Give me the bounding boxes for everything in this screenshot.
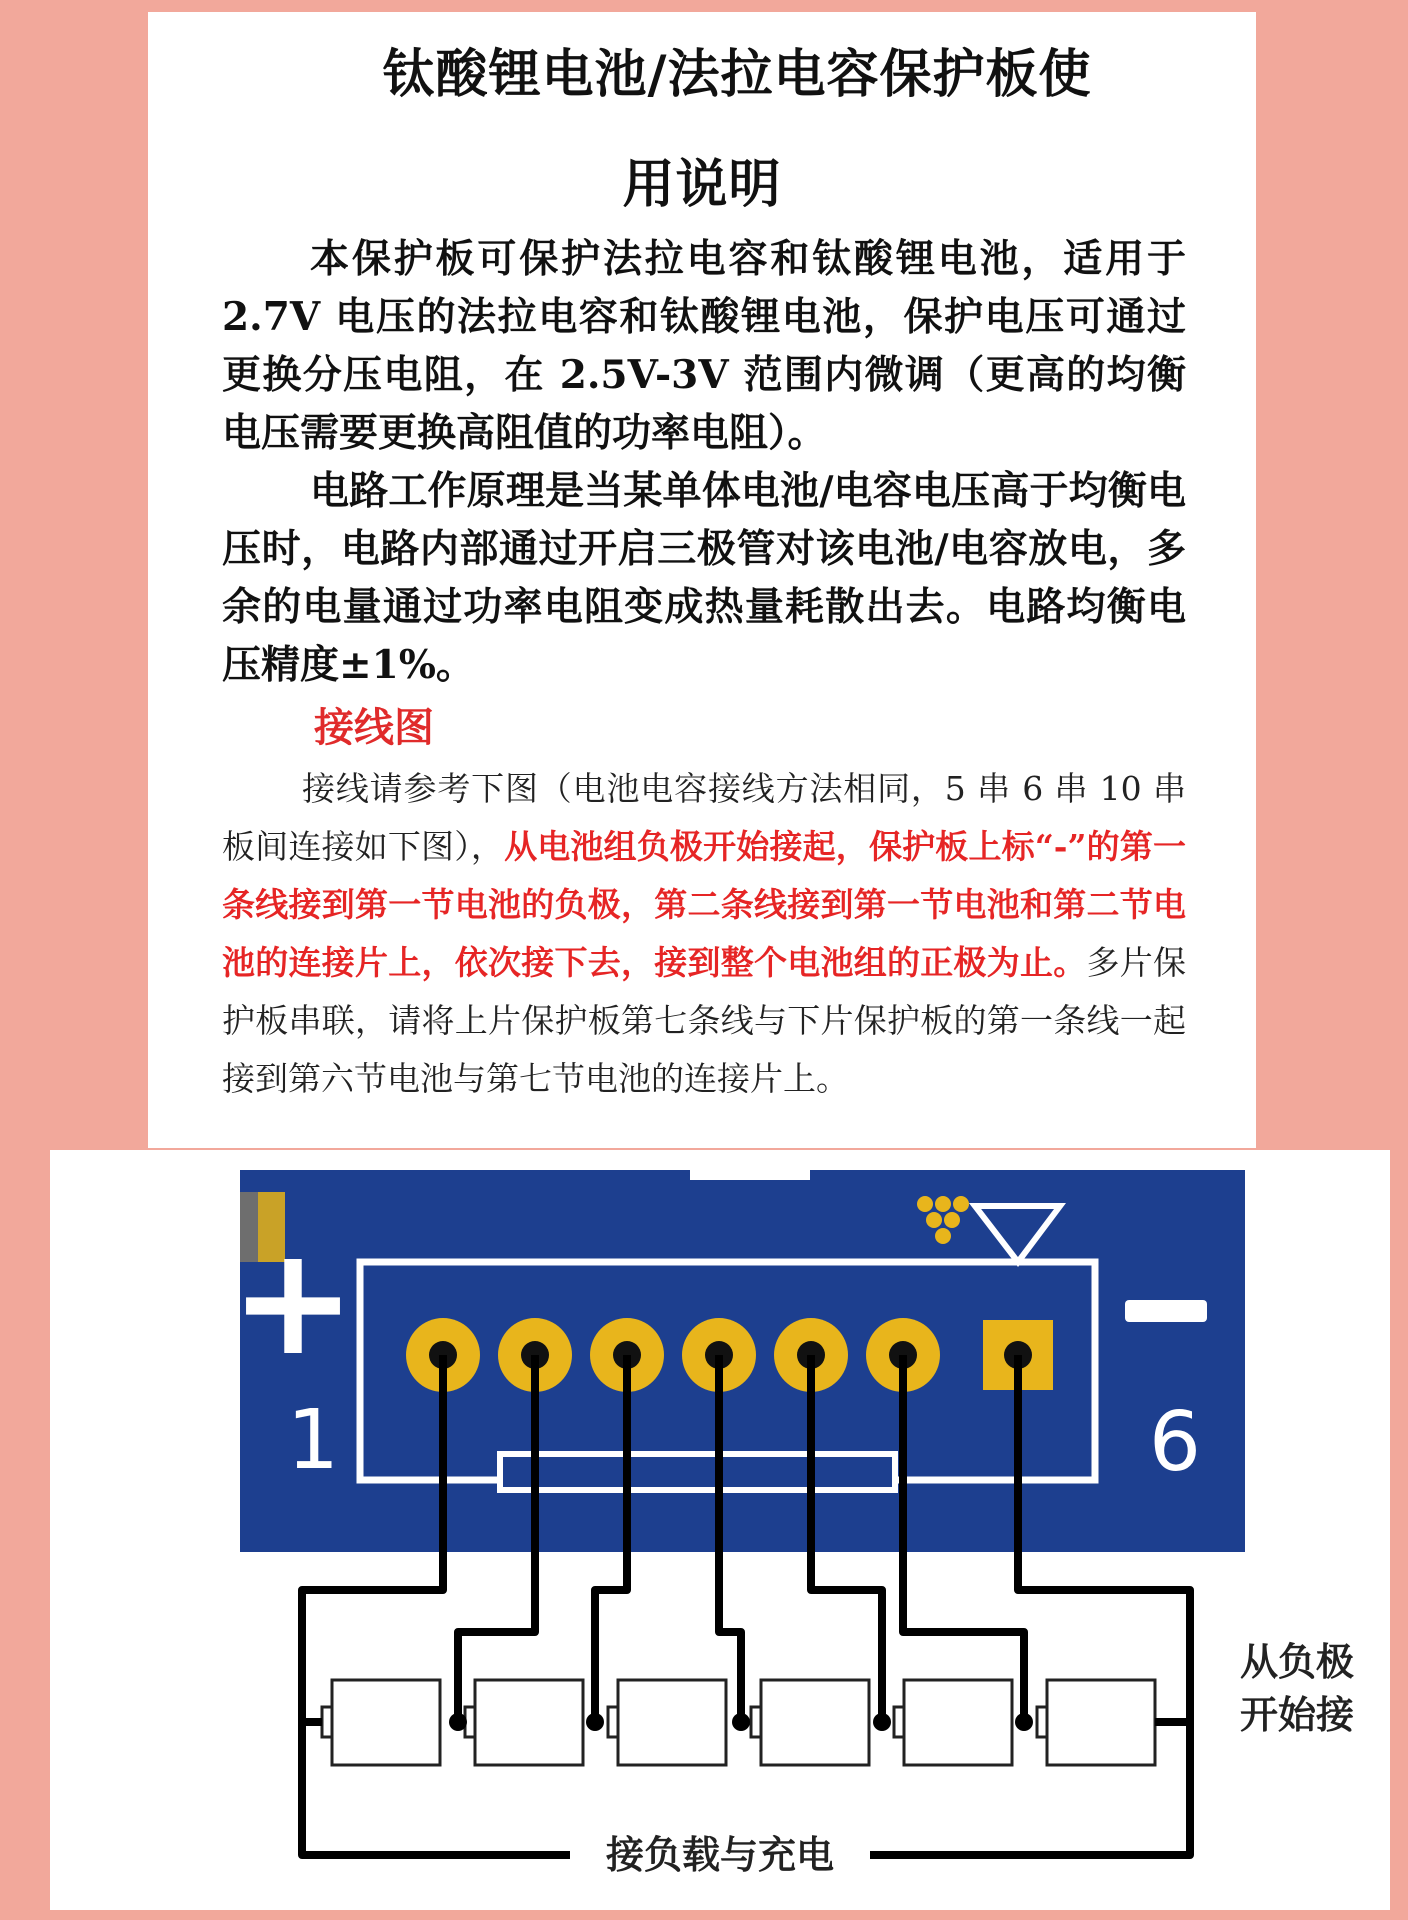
wiring-text-series: 多片保护板串联，请将上片保护板第七条线与下片保护板的第一条线一起接到第六节电池与第七节电池的连接片上。 (222, 943, 1186, 1098)
battery-3 (618, 1680, 726, 1765)
wiring-text-highlight: 从电池组负极开始接起，保护板上标“-”的第一条线接到第一节电池的负极，第二条线接到第一节电池和第二节电池的连接片上，依次接下去，接到整个电池组的正极为止。 (222, 827, 1186, 982)
intro-paragraph: 本保护板可保护法拉电容和钛酸锂电池，适用于 2.7V 电压的法拉电容和钛酸锂电池，保护电压可通过更换分压电阻，在 2.5V-3V 范围内微调（更高的均衡电压需要更换高阻值的功率电阻）。 (222, 236, 1186, 456)
battery-1 (332, 1680, 440, 1765)
plus-sign: + (230, 1215, 356, 1389)
wiring-text-intro: 接线请参考下图（电池电容接线方法相同，5 串 6 串 10 串板间连接如下图）， (222, 769, 1186, 866)
wiring-paragraph (222, 760, 1186, 1108)
battery-2 (475, 1680, 583, 1765)
minus-sign (1125, 1300, 1207, 1322)
load-charge-label: 接负载与充电 (605, 1833, 835, 1877)
principle-paragraph: 电路工作原理是当某单体电池/电容电压高于均衡电压时，电路内部通过开启三极管对该电池/电容放电，多余的电量通过功率电阻变成热量耗散出去。电路均衡电压精度±1%。 (222, 468, 1186, 688)
wiring-diagram (50, 1150, 1390, 1910)
battery-5 (904, 1680, 1012, 1765)
start-label-line-1: 从负极 (1240, 1640, 1355, 1684)
pin-label-left: 1 (286, 1393, 340, 1488)
page-title-line-2: 用说明 (622, 155, 782, 215)
wiring-heading: 接线图 (314, 704, 434, 751)
battery-6 (1047, 1680, 1155, 1765)
battery-4 (761, 1680, 869, 1765)
board-notch (690, 1168, 810, 1180)
page-title-line-1: 钛酸锂电池/法拉电容保护板使 (382, 45, 1092, 105)
pin-label-right: 6 (1148, 1395, 1202, 1490)
connector-key (500, 1454, 895, 1490)
start-label-line-2: 开始接 (1240, 1693, 1355, 1737)
document-page (148, 12, 1256, 1148)
